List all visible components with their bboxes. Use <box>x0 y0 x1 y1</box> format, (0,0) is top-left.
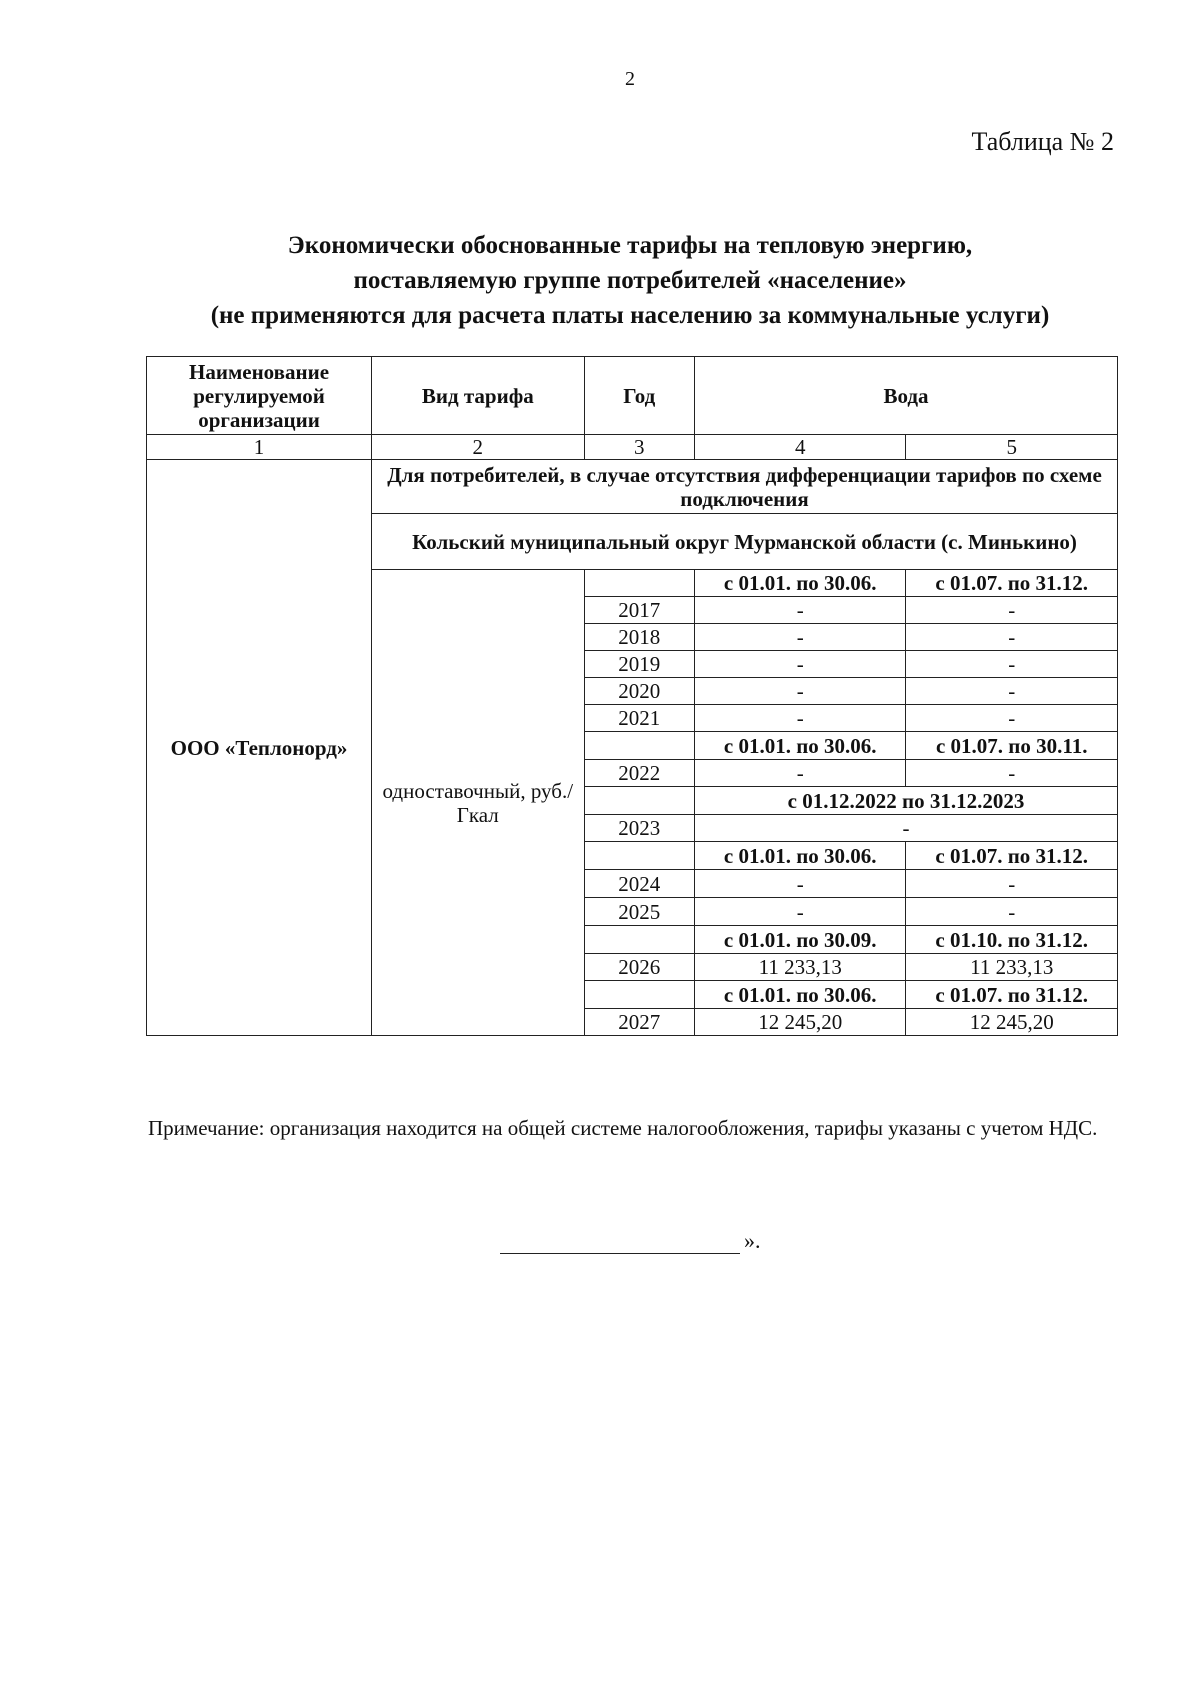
value-cell: - <box>906 705 1118 732</box>
value-cell: 11 233,13 <box>906 954 1118 981</box>
value-cell: - <box>906 597 1118 624</box>
period-cell: с 01.01. по 30.09. <box>694 926 905 954</box>
value-cell: - <box>694 705 905 732</box>
year-cell: 2024 <box>584 870 694 898</box>
header-org: Наименование регулируемой организации <box>147 357 372 435</box>
year-cell: 2021 <box>584 705 694 732</box>
year-cell: 2027 <box>584 1009 694 1036</box>
header-tariff-type: Вид тарифа <box>372 357 585 435</box>
period-cell: с 01.01. по 30.06. <box>694 732 905 760</box>
value-cell: - <box>906 624 1118 651</box>
title-line-2: поставляемую группе потребителей «население» <box>353 267 907 294</box>
year-cell <box>584 732 694 760</box>
year-cell: 2019 <box>584 651 694 678</box>
value-cell: - <box>694 597 905 624</box>
year-cell: 2023 <box>584 815 694 842</box>
value-cell: - <box>906 760 1118 787</box>
table-caption: Таблица № 2 <box>971 127 1114 156</box>
year-cell <box>584 570 694 597</box>
year-cell <box>584 926 694 954</box>
column-number: 1 <box>147 435 372 460</box>
year-cell <box>584 787 694 815</box>
value-cell: - <box>694 898 905 926</box>
period-cell: с 01.01. по 30.06. <box>694 981 905 1009</box>
section-consumers: Для потребителей, в случае отсутствия дифференциации тарифов по схеме подключения <box>372 460 1118 514</box>
closing-line <box>500 1228 761 1254</box>
tariff-table <box>146 356 1118 1036</box>
period-cell: с 01.07. по 31.12. <box>906 570 1118 597</box>
value-cell: - <box>694 815 1117 842</box>
column-number: 3 <box>584 435 694 460</box>
footnote: Примечание: организация находится на общей системе налогообложения, тарифы указаны с учетом НДС. <box>148 1116 1098 1140</box>
column-number: 2 <box>372 435 585 460</box>
value-cell: 12 245,20 <box>694 1009 905 1036</box>
year-cell: 2018 <box>584 624 694 651</box>
period-cell: с 01.07. по 30.11. <box>906 732 1118 760</box>
value-cell: - <box>694 870 905 898</box>
period-cell: с 01.07. по 31.12. <box>906 981 1118 1009</box>
column-number: 4 <box>694 435 905 460</box>
period-cell: с 01.01. по 30.06. <box>694 570 905 597</box>
value-cell: - <box>906 898 1118 926</box>
signature-underline <box>500 1233 740 1254</box>
year-cell <box>584 842 694 870</box>
period-cell: с 01.07. по 31.12. <box>906 842 1118 870</box>
value-cell: 12 245,20 <box>906 1009 1118 1036</box>
organization-name: ООО «Теплонорд» <box>147 460 372 1036</box>
value-cell: 11 233,13 <box>694 954 905 981</box>
column-number: 5 <box>906 435 1118 460</box>
year-cell: 2026 <box>584 954 694 981</box>
value-cell: - <box>694 624 905 651</box>
value-cell: - <box>906 870 1118 898</box>
year-cell: 2025 <box>584 898 694 926</box>
value-cell: - <box>906 651 1118 678</box>
year-cell: 2020 <box>584 678 694 705</box>
page-number: 2 <box>625 68 635 90</box>
value-cell: - <box>694 760 905 787</box>
year-cell: 2017 <box>584 597 694 624</box>
year-cell <box>584 981 694 1009</box>
title-line-3: (не применяются для расчета платы населению за коммунальные услуги) <box>210 302 1050 329</box>
period-cell: с 01.10. по 31.12. <box>906 926 1118 954</box>
period-cell: с 01.01. по 30.06. <box>694 842 905 870</box>
value-cell: - <box>694 678 905 705</box>
section-region: Кольский муниципальный округ Мурманской области (с. Минькино) <box>372 514 1118 570</box>
value-cell: - <box>906 678 1118 705</box>
period-cell: с 01.12.2022 по 31.12.2023 <box>694 787 1117 815</box>
year-cell: 2022 <box>584 760 694 787</box>
closing-quote: ». <box>744 1228 761 1253</box>
header-water: Вода <box>694 357 1117 435</box>
document-title <box>130 228 1130 333</box>
tariff-type: одноставочный, руб./Гкал <box>372 570 585 1036</box>
value-cell: - <box>694 651 905 678</box>
title-line-1: Экономически обоснованные тарифы на тепловую энергию, <box>287 232 973 259</box>
header-year: Год <box>584 357 694 435</box>
